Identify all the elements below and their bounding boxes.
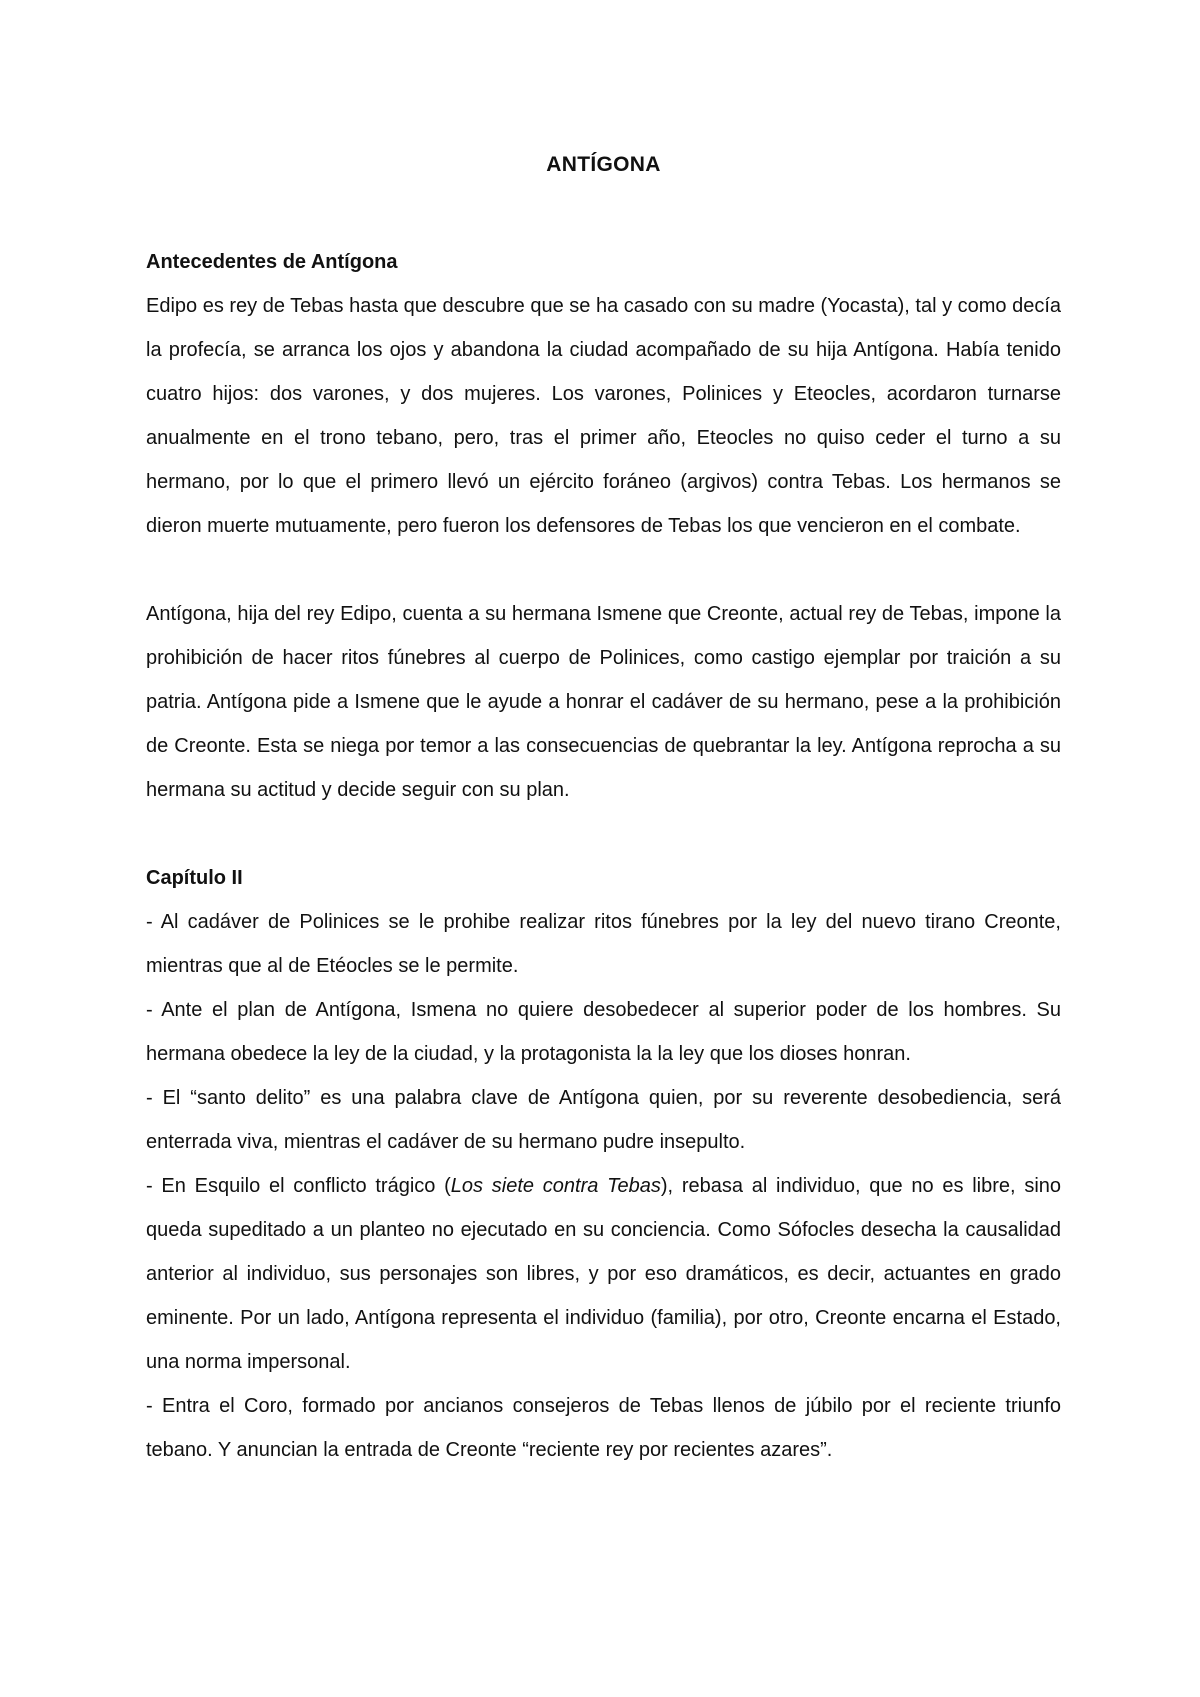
list-item-polinices: - Al cadáver de Polinices se le prohibe realizar ritos fúnebres por la ley del nuevo tirano Creonte, mientras que al de Etéocles se le permite. [146, 911, 1061, 977]
paragraph-antecedentes: Edipo es rey de Tebas hasta que descubre que se ha casado con su madre (Yocasta), tal y como decía la profecía, se arranca los ojos y abandona la ciudad acompañado de su hija Antígona. Había tenido cuatro hijos: dos varones, y dos mujeres. Los varones, Polinices y Eteocles, acordaron turnarse anualmente en el trono tebano, pero, tras el primer año, Eteocles no quiso ceder el turno a su hermano, por lo que el primero llevó un ejército foráneo (argivos) contra Tebas. Los hermanos se dieron muerte mutuamente, pero fueron los defensores de Tebas los que vencieron en el combate. [146, 295, 1062, 537]
book-title-italic: Los siete contra Tebas [450, 1175, 661, 1197]
list-item-santo-delito: - El “santo delito” es una palabra clave de Antígona quien, por su reverente desobediencia, será enterrada viva, mientras el cadáver de su hermano pudre insepulto. [146, 1087, 1061, 1153]
document-page [146, 0, 1061, 1697]
document-title: ANTÍGONA [546, 153, 661, 176]
list-item-esquilo-intro: - En Esquilo el conflicto trágico ( [146, 1175, 451, 1197]
list-item-coro: - Entra el Coro, formado por ancianos consejeros de Tebas llenos de júbilo por el reciente triunfo tebano. Y anuncian la entrada de Creonte “reciente rey por recientes azares”. [146, 1395, 1061, 1461]
list-item-esquilo-rest: ), rebasa al individuo, que no es libre, sino queda supeditado a un planteo no ejecutado en su conciencia. Como Sófocles desecha la causalidad anterior al individuo, sus personajes son libres, y por eso dramáticos, es decir, actuantes en grado eminente. Por un lado, Antígona representa el individuo (familia), por otro, Creonte encarna el Estado, una norma impersonal. [146, 1175, 1062, 1373]
list-item-esquilo [146, 1164, 1061, 1384]
document-body [146, 240, 1061, 1472]
paragraph-spacer [146, 548, 1061, 592]
list-item-ismena: - Ante el plan de Antígona, Ismena no quiere desobedecer al superior poder de los hombres. Su hermana obedece la ley de la ciudad, y la protagonista la la ley que los dioses honran. [146, 999, 1061, 1065]
section-heading-antecedentes: Antecedentes de Antígona [146, 251, 398, 273]
paragraph-spacer [146, 812, 1061, 856]
section-heading-capitulo-ii: Capítulo II [146, 867, 243, 889]
paragraph-antigona-ismene: Antígona, hija del rey Edipo, cuenta a su hermana Ismene que Creonte, actual rey de Tebas, impone la prohibición de hacer ritos fúnebres al cuerpo de Polinices, como castigo ejemplar por traición a su patria. Antígona pide a Ismene que le ayude a honrar el cadáver de su hermano, pese a la prohibición de Creonte. Esta se niega por temor a las consecuencias de quebrantar la ley. Antígona reprocha a su hermana su actitud y decide seguir con su plan. [146, 603, 1061, 801]
